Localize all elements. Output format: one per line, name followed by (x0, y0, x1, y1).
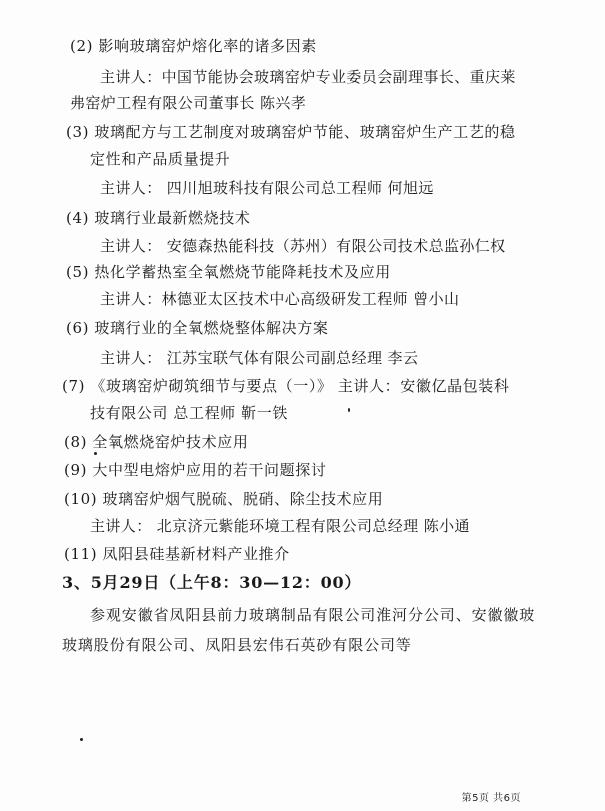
agenda-item-6: (6) 玻璃行业的全氧燃烧整体解决方案 (66, 319, 329, 337)
agenda-item-7-cont: 技有限公司 总工程师 靳一铁 (90, 404, 288, 422)
agenda-item-10: (10) 玻璃窑炉烟气脱硫、脱硝、除尘技术应用 (64, 490, 384, 508)
scan-speck (94, 452, 97, 455)
speaker-line: 主讲人： 四川旭玻科技有限公司总工程师 何旭远 (100, 179, 434, 197)
page-number: 第5页 共6页 (461, 793, 521, 804)
agenda-item-9: (9) 大中型电熔炉应用的若干问题探讨 (64, 461, 327, 479)
scan-speck (80, 738, 83, 741)
agenda-item-11: (11) 凤阳县硅基新材料产业推介 (64, 545, 290, 563)
section-heading: 3、5月29日（上午8：30—12：00） (62, 573, 362, 592)
body-paragraph-cont: 玻璃股份有限公司、凤阳县宏伟石英砂有限公司等 (62, 636, 412, 654)
agenda-item-2: (2) 影响玻璃窑炉熔化率的诸多因素 (70, 37, 317, 55)
speaker-line: 主讲人： 安德森热能科技（苏州）有限公司技术总监孙仁权 (100, 237, 506, 255)
agenda-item-3: (3) 玻璃配方与工艺制度对玻璃窑炉节能、玻璃窑炉生产工艺的稳 (66, 123, 516, 141)
agenda-item-8: (8) 全氧燃烧窑炉技术应用 (64, 433, 249, 451)
speaker-line: 主讲人：林德亚太区技术中心高级研发工程师 曾小山 (100, 290, 460, 308)
speaker-line: 主讲人：中国节能协会玻璃窑炉专业委员会副理事长、重庆莱 (100, 68, 516, 86)
agenda-item-5: (5) 热化学蓄热室全氧燃烧节能降耗技术及应用 (66, 263, 391, 281)
agenda-item-4: (4) 玻璃行业最新燃烧技术 (66, 209, 251, 227)
scan-speck (348, 408, 350, 412)
agenda-item-3-cont: 定性和产品质量提升 (90, 150, 231, 168)
speaker-line: 主讲人： 北京济元紫能环境工程有限公司总经理 陈小通 (90, 517, 470, 535)
agenda-item-7: (7) 《玻璃窑炉砌筑细节与要点（一）》 主讲人：安徽亿晶包装科 (62, 377, 510, 395)
body-paragraph: 参观安徽省凤阳县前力玻璃制品有限公司淮河分公司、安徽徽玻 (90, 606, 536, 624)
speaker-line-cont: 弗窑炉工程有限公司董事长 陈兴孝 (70, 94, 307, 112)
speaker-line: 主讲人： 江苏宝联气体有限公司副总经理 李云 (100, 349, 419, 367)
